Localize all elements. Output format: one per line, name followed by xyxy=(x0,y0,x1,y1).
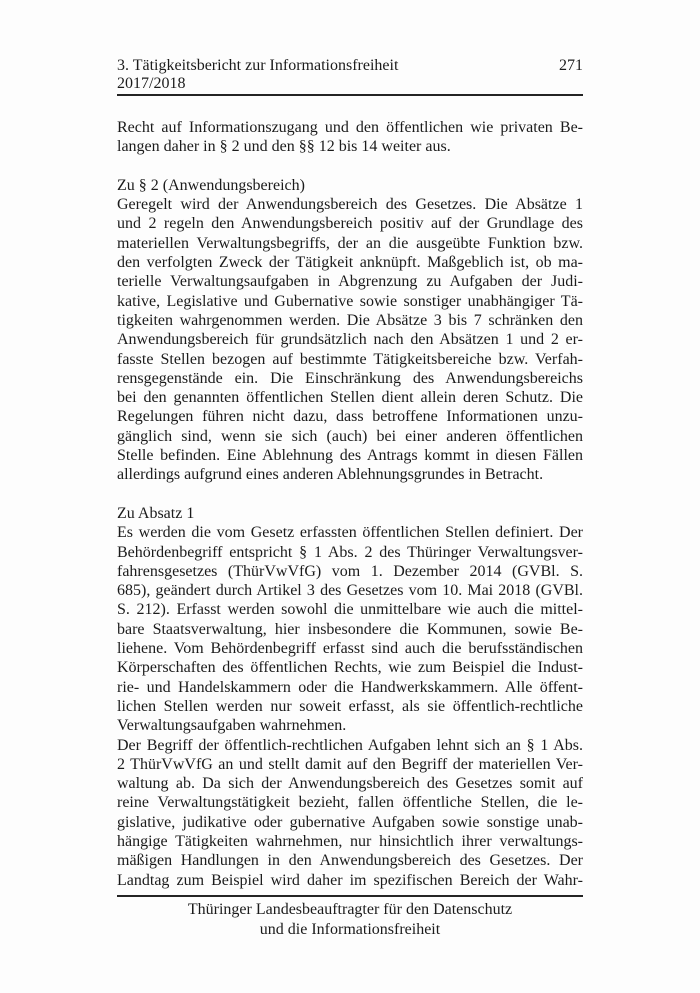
text-line: Stelle befinden. Eine Ablehnung des Antrags kommt in diesen Fällen xyxy=(117,447,583,465)
text-line: Geregelt wird der Anwendungsbereich des Gesetzes. Die Absätze 1 xyxy=(117,196,583,214)
text-line: Der Begriff der öffentlich-rechtlichen Aufgaben lehnt sich an § 1 Abs. xyxy=(117,736,583,754)
text-line: Behördenbegriff entspricht § 1 Abs. 2 des Thüringer Verwaltungsver- xyxy=(117,543,583,561)
text-line: materiellen Verwaltungsbegriffs, der an die ausgeübte Funktion bzw. xyxy=(117,234,583,252)
text-line: fahrensgesetzes (ThürVwVfG) vom 1. Dezember 2014 (GVBl. S. xyxy=(117,562,583,580)
text-line: und 2 regeln den Anwendungsbereich positiv auf der Grundlage des xyxy=(117,215,583,233)
report-title: 3. Tätigkeitsbericht zur Informationsfreiheit xyxy=(117,57,399,74)
paragraph-gap xyxy=(117,485,583,504)
text-line: liehene. Vom Behördenbegriff erfasst sind auch die berufsständischen xyxy=(117,640,583,658)
report-period: 2017/2018 xyxy=(117,75,186,92)
footer-line-1: Thüringer Landesbeauftragter für den Datenschutz xyxy=(187,901,513,918)
text-line: Es werden die vom Gesetz erfassten öffentlichen Stellen definiert. Der xyxy=(117,524,583,542)
page-number: 271 xyxy=(559,57,583,74)
text-line: gänglich sind, wenn sie sich (auch) bei einer anderen öffentlichen xyxy=(117,427,583,445)
text-line: waltung ab. Da sich der Anwendungsbereich des Gesetzes somit auf xyxy=(117,775,583,793)
page-footer xyxy=(117,895,583,939)
paragraph-gap xyxy=(117,157,583,176)
text-line: den verfolgten Zweck der Tätigkeit anknüpft. Maßgeblich ist, ob ma- xyxy=(117,254,583,272)
text-line: lichen Stellen werden nur soweit erfasst, als sie öffentlich-rechtliche xyxy=(117,697,583,715)
header-row xyxy=(117,57,583,75)
text-line: rie- und Handelskammern oder die Handwerkskammern. Alle öffent- xyxy=(117,678,583,696)
text-line: gislative, judikative oder gubernative Aufgaben sowie sonstige unab- xyxy=(117,813,583,831)
text-line: bare Staatsverwaltung, hier insbesondere die Kommunen, sowie Be- xyxy=(117,620,583,638)
text-line: S. 212). Erfasst werden sowohl die unmittelbare wie auch die mittel- xyxy=(117,601,583,619)
footer-line-2: und die Informationsfreiheit xyxy=(259,920,441,938)
text-line: Verwaltungsaufgaben wahrnehmen. xyxy=(117,717,347,735)
text-line: tigkeiten wahrgenommen werden. Die Absätze 3 bis 7 schränken den xyxy=(117,311,583,329)
text-line: Regelungen führen nicht dazu, dass betroffene Informationen unzu- xyxy=(117,408,583,426)
text-line: Körperschaften des öffentlichen Rechts, wie zum Beispiel die Indust- xyxy=(117,659,583,677)
section-heading: Zu Absatz 1 xyxy=(117,504,195,522)
text-line: mäßigen Handlungen in den Anwendungsbereich des Gesetzes. Der xyxy=(117,852,583,870)
text-line: hängige Tätigkeiten wahrnehmen, nur hinsichtlich ihrer verwaltungs- xyxy=(117,832,583,850)
text-line: allerdings aufgrund eines anderen Ablehnungsgrundes in Betracht. xyxy=(117,466,544,484)
page-body xyxy=(117,118,583,890)
text-line: terielle Verwaltungsaufgaben in Abgrenzung zu Aufgaben der Judi- xyxy=(117,273,583,291)
text-line: Landtag zum Beispiel wird daher im spezifischen Bereich der Wahr- xyxy=(117,871,583,889)
section-heading: Zu § 2 (Anwendungsbereich) xyxy=(117,176,305,194)
text-line: bei den genannten öffentlichen Stellen dient allein deren Schutz. Die xyxy=(117,389,583,407)
text-line: 2 ThürVwVfG an und stellt damit auf den Begriff der materiellen Ver- xyxy=(117,755,583,773)
text-line: reine Verwaltungstätigkeit bezieht, fallen öffentliche Stellen, die le- xyxy=(117,794,583,812)
text-line: langen daher in § 2 und den §§ 12 bis 14 weiter aus. xyxy=(117,138,451,156)
page-header xyxy=(117,57,583,96)
text-line: 685), geändert durch Artikel 3 des Gesetzes vom 10. Mai 2018 (GVBl. xyxy=(117,582,583,600)
text-line: Anwendungsbereich für grundsätzlich nach den Absätzen 1 und 2 er- xyxy=(117,331,583,349)
text-line: kative, Legislative und Gubernative sowie sonstiger unabhängiger Tä- xyxy=(117,292,583,310)
text-line: Recht auf Informationszugang und den öffentlichen wie privaten Be- xyxy=(117,119,583,136)
text-line: fasste Stellen bezogen auf bestimmte Tätigkeitsbereiche bzw. Verfah- xyxy=(117,350,583,368)
text-line: rensgegenstände ein. Die Einschränkung des Anwendungsbereichs xyxy=(117,369,583,387)
